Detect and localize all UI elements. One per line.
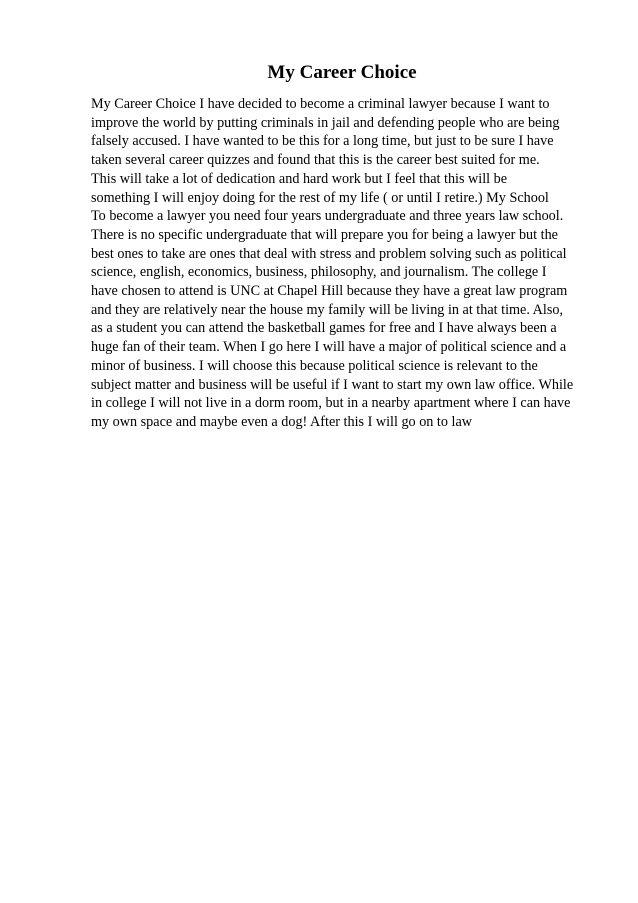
body-line: improve the world by putting criminals in jail and defending people who are being <box>91 114 560 131</box>
document-body <box>91 95 601 432</box>
body-line: subject matter and business will be useful if I want to start my own law office. While <box>91 376 574 393</box>
body-line: something I will enjoy doing for the rest of my life ( or until I retire.) My School <box>91 189 549 206</box>
body-line: My Career Choice I have decided to become a criminal lawyer because I want to <box>91 96 550 112</box>
document-title: My Career Choice <box>267 62 417 83</box>
body-line: have chosen to attend is UNC at Chapel Hill because they have a great law program <box>91 283 568 300</box>
body-line: science, english, economics, business, philosophy, and journalism. The college I <box>91 264 547 281</box>
body-line: and they are relatively near the house my family will be living in at that time. Also, <box>91 301 564 318</box>
body-line: To become a lawyer you need four years undergraduate and three years law school. <box>91 208 564 225</box>
body-line: my own space and maybe even a dog! After this I will go on to law <box>91 413 472 430</box>
body-line: There is no specific undergraduate that will prepare you for being a lawyer but the <box>91 226 558 243</box>
body-line: This will take a lot of dedication and hard work but I feel that this will be <box>91 170 508 187</box>
body-line: huge fan of their team. When I go here I will have a major of political science and a <box>91 339 567 356</box>
body-line: in college I will not live in a dorm room, but in a nearby apartment where I can have <box>91 395 571 412</box>
body-line: best ones to take are ones that deal with stress and problem solving such as political <box>91 245 567 262</box>
body-line: taken several career quizzes and found that this is the career best suited for me. <box>91 152 540 169</box>
body-line: minor of business. I will choose this because political science is relevant to the <box>91 357 538 374</box>
body-line: falsely accused. I have wanted to be this for a long time, but just to be sure I have <box>91 133 554 150</box>
body-line: as a student you can attend the basketball games for free and I have always been a <box>91 320 557 337</box>
